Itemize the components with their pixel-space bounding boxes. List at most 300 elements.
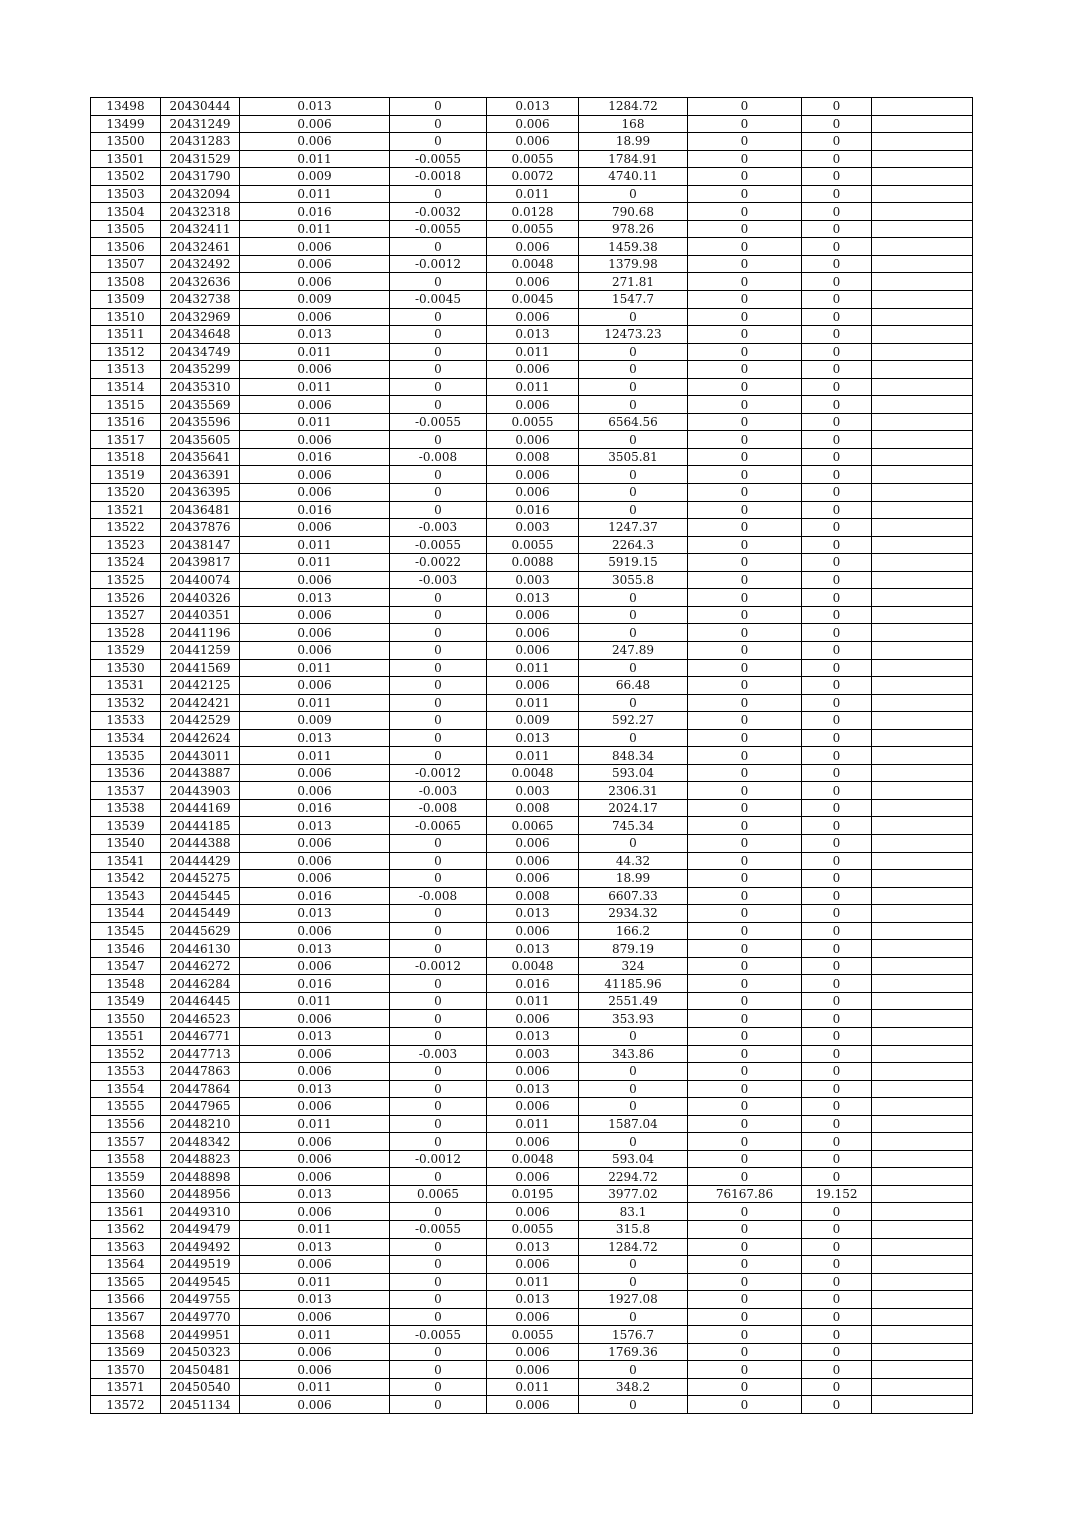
blank-cell <box>872 659 973 677</box>
account-number-cell: 20445445 <box>161 887 240 905</box>
amount-cell: 271.81 <box>579 273 688 291</box>
blank-cell <box>872 747 973 765</box>
rate-cell: 0.016 <box>240 975 390 993</box>
secondary-amount-cell: 0 <box>688 834 802 852</box>
rate-cell: 0.006 <box>240 308 390 326</box>
secondary-amount-cell: 0 <box>688 396 802 414</box>
amount-cell: 0 <box>579 1361 688 1379</box>
net-rate-cell: 0.0048 <box>487 1150 579 1168</box>
amount-cell: 0 <box>579 361 688 379</box>
table-row <box>91 1256 973 1274</box>
record-id-cell: 13565 <box>91 1273 161 1291</box>
account-number-cell: 20432318 <box>161 203 240 221</box>
record-id-cell: 13523 <box>91 536 161 554</box>
blank-cell <box>872 677 973 695</box>
table-row <box>91 273 973 291</box>
record-id-cell: 13553 <box>91 1063 161 1081</box>
rate-cell: 0.006 <box>240 641 390 659</box>
adjustment-cell: 0 <box>390 238 487 256</box>
rate-cell: 0.006 <box>240 1396 390 1414</box>
table-row <box>91 817 973 835</box>
table-row <box>91 659 973 677</box>
secondary-rate-cell: 0 <box>802 589 872 607</box>
net-rate-cell: 0.006 <box>487 624 579 642</box>
secondary-rate-cell: 0 <box>802 150 872 168</box>
record-id-cell: 13571 <box>91 1378 161 1396</box>
secondary-rate-cell: 0 <box>802 185 872 203</box>
account-number-cell: 20436481 <box>161 501 240 519</box>
secondary-amount-cell: 0 <box>688 1098 802 1116</box>
secondary-rate-cell: 0 <box>802 1326 872 1344</box>
table-row <box>91 606 973 624</box>
rate-cell: 0.013 <box>240 729 390 747</box>
secondary-rate-cell: 0 <box>802 343 872 361</box>
amount-cell: 848.34 <box>579 747 688 765</box>
amount-cell: 978.26 <box>579 220 688 238</box>
amount-cell: 0 <box>579 431 688 449</box>
secondary-rate-cell: 0 <box>802 1080 872 1098</box>
adjustment-cell: -0.0012 <box>390 764 487 782</box>
net-rate-cell: 0.006 <box>487 1361 579 1379</box>
record-id-cell: 13509 <box>91 291 161 309</box>
amount-cell: 0 <box>579 1027 688 1045</box>
blank-cell <box>872 448 973 466</box>
record-id-cell: 13560 <box>91 1185 161 1203</box>
rate-cell: 0.013 <box>240 1185 390 1203</box>
amount-cell: 18.99 <box>579 133 688 151</box>
secondary-rate-cell: 0 <box>802 326 872 344</box>
record-id-cell: 13512 <box>91 343 161 361</box>
amount-cell: 0 <box>579 1396 688 1414</box>
record-id-cell: 13542 <box>91 870 161 888</box>
secondary-amount-cell: 0 <box>688 554 802 572</box>
rate-cell: 0.006 <box>240 1203 390 1221</box>
account-number-cell: 20430444 <box>161 98 240 116</box>
record-id-cell: 13522 <box>91 519 161 537</box>
amount-cell: 324 <box>579 957 688 975</box>
net-rate-cell: 0.011 <box>487 1273 579 1291</box>
adjustment-cell: 0 <box>390 185 487 203</box>
table-row <box>91 98 973 116</box>
table-row <box>91 203 973 221</box>
table-row <box>91 694 973 712</box>
table-row <box>91 1098 973 1116</box>
record-id-cell: 13502 <box>91 168 161 186</box>
secondary-amount-cell: 0 <box>688 975 802 993</box>
secondary-rate-cell: 0 <box>802 782 872 800</box>
net-rate-cell: 0.011 <box>487 992 579 1010</box>
secondary-amount-cell: 0 <box>688 1273 802 1291</box>
account-number-cell: 20432411 <box>161 220 240 238</box>
blank-cell <box>872 1080 973 1098</box>
secondary-amount-cell: 0 <box>688 519 802 537</box>
account-number-cell: 20444388 <box>161 834 240 852</box>
blank-cell <box>872 1273 973 1291</box>
net-rate-cell: 0.006 <box>487 238 579 256</box>
record-id-cell: 13570 <box>91 1361 161 1379</box>
account-number-cell: 20448823 <box>161 1150 240 1168</box>
secondary-rate-cell: 0 <box>802 1308 872 1326</box>
blank-cell <box>872 1256 973 1274</box>
table-row <box>91 729 973 747</box>
net-rate-cell: 0.006 <box>487 834 579 852</box>
rate-cell: 0.006 <box>240 870 390 888</box>
blank-cell <box>872 466 973 484</box>
blank-cell <box>872 1221 973 1239</box>
adjustment-cell: 0.0065 <box>390 1185 487 1203</box>
table-row <box>91 1150 973 1168</box>
adjustment-cell: 0 <box>390 1133 487 1151</box>
record-id-cell: 13561 <box>91 1203 161 1221</box>
account-number-cell: 20445275 <box>161 870 240 888</box>
table-row <box>91 1133 973 1151</box>
net-rate-cell: 0.008 <box>487 799 579 817</box>
blank-cell <box>872 712 973 730</box>
table-row <box>91 220 973 238</box>
record-id-cell: 13519 <box>91 466 161 484</box>
secondary-rate-cell: 0 <box>802 1221 872 1239</box>
amount-cell: 2306.31 <box>579 782 688 800</box>
record-id-cell: 13532 <box>91 694 161 712</box>
net-rate-cell: 0.003 <box>487 782 579 800</box>
blank-cell <box>872 1308 973 1326</box>
secondary-amount-cell: 0 <box>688 185 802 203</box>
amount-cell: 315.8 <box>579 1221 688 1239</box>
secondary-rate-cell: 19.152 <box>802 1185 872 1203</box>
rate-cell: 0.011 <box>240 1115 390 1133</box>
net-rate-cell: 0.0048 <box>487 957 579 975</box>
record-id-cell: 13540 <box>91 834 161 852</box>
net-rate-cell: 0.006 <box>487 431 579 449</box>
adjustment-cell: 0 <box>390 694 487 712</box>
secondary-rate-cell: 0 <box>802 1361 872 1379</box>
amount-cell: 0 <box>579 501 688 519</box>
table-row <box>91 1221 973 1239</box>
amount-cell: 5919.15 <box>579 554 688 572</box>
table-row <box>91 343 973 361</box>
amount-cell: 745.34 <box>579 817 688 835</box>
secondary-rate-cell: 0 <box>802 308 872 326</box>
account-number-cell: 20435596 <box>161 413 240 431</box>
table-row <box>91 1308 973 1326</box>
net-rate-cell: 0.006 <box>487 1063 579 1081</box>
account-number-cell: 20432492 <box>161 255 240 273</box>
amount-cell: 0 <box>579 466 688 484</box>
net-rate-cell: 0.008 <box>487 448 579 466</box>
table-row <box>91 1396 973 1414</box>
amount-cell: 247.89 <box>579 641 688 659</box>
record-id-cell: 13513 <box>91 361 161 379</box>
account-number-cell: 20436395 <box>161 484 240 502</box>
amount-cell: 0 <box>579 1308 688 1326</box>
rate-cell: 0.011 <box>240 413 390 431</box>
secondary-amount-cell: 0 <box>688 133 802 151</box>
table-row <box>91 413 973 431</box>
blank-cell <box>872 1396 973 1414</box>
rate-cell: 0.013 <box>240 1080 390 1098</box>
net-rate-cell: 0.011 <box>487 378 579 396</box>
blank-cell <box>872 255 973 273</box>
secondary-amount-cell: 0 <box>688 484 802 502</box>
table-row <box>91 1185 973 1203</box>
record-id-cell: 13507 <box>91 255 161 273</box>
table-row <box>91 361 973 379</box>
rate-cell: 0.006 <box>240 115 390 133</box>
blank-cell <box>872 115 973 133</box>
record-id-cell: 13500 <box>91 133 161 151</box>
secondary-amount-cell: 0 <box>688 273 802 291</box>
net-rate-cell: 0.006 <box>487 133 579 151</box>
adjustment-cell: -0.0055 <box>390 150 487 168</box>
record-id-cell: 13508 <box>91 273 161 291</box>
amount-cell: 1284.72 <box>579 1238 688 1256</box>
adjustment-cell: 0 <box>390 852 487 870</box>
account-number-cell: 20435569 <box>161 396 240 414</box>
blank-cell <box>872 887 973 905</box>
secondary-amount-cell: 0 <box>688 887 802 905</box>
account-number-cell: 20441196 <box>161 624 240 642</box>
secondary-amount-cell: 0 <box>688 1396 802 1414</box>
secondary-rate-cell: 0 <box>802 729 872 747</box>
net-rate-cell: 0.006 <box>487 1396 579 1414</box>
record-id-cell: 13530 <box>91 659 161 677</box>
secondary-rate-cell: 0 <box>802 203 872 221</box>
adjustment-cell: 0 <box>390 115 487 133</box>
adjustment-cell: 0 <box>390 712 487 730</box>
secondary-amount-cell: 0 <box>688 308 802 326</box>
amount-cell: 0 <box>579 185 688 203</box>
secondary-rate-cell: 0 <box>802 922 872 940</box>
net-rate-cell: 0.013 <box>487 905 579 923</box>
adjustment-cell: -0.003 <box>390 571 487 589</box>
adjustment-cell: -0.008 <box>390 799 487 817</box>
table-row <box>91 887 973 905</box>
table-row <box>91 1238 973 1256</box>
record-id-cell: 13548 <box>91 975 161 993</box>
record-id-cell: 13557 <box>91 1133 161 1151</box>
record-id-cell: 13556 <box>91 1115 161 1133</box>
blank-cell <box>872 589 973 607</box>
adjustment-cell: 0 <box>390 677 487 695</box>
account-number-cell: 20435310 <box>161 378 240 396</box>
account-number-cell: 20446130 <box>161 940 240 958</box>
amount-cell: 1769.36 <box>579 1343 688 1361</box>
net-rate-cell: 0.016 <box>487 975 579 993</box>
table-row <box>91 712 973 730</box>
rate-cell: 0.006 <box>240 133 390 151</box>
blank-cell <box>872 940 973 958</box>
account-number-cell: 20435641 <box>161 448 240 466</box>
rate-cell: 0.011 <box>240 343 390 361</box>
secondary-rate-cell: 0 <box>802 957 872 975</box>
adjustment-cell: 0 <box>390 133 487 151</box>
rate-cell: 0.006 <box>240 1063 390 1081</box>
account-number-cell: 20432969 <box>161 308 240 326</box>
net-rate-cell: 0.0048 <box>487 764 579 782</box>
rate-cell: 0.006 <box>240 431 390 449</box>
rate-cell: 0.006 <box>240 1150 390 1168</box>
account-number-cell: 20446523 <box>161 1010 240 1028</box>
record-id-cell: 13559 <box>91 1168 161 1186</box>
secondary-amount-cell: 0 <box>688 448 802 466</box>
adjustment-cell: 0 <box>390 659 487 677</box>
account-number-cell: 20449519 <box>161 1256 240 1274</box>
rate-cell: 0.006 <box>240 834 390 852</box>
table-row <box>91 975 973 993</box>
secondary-amount-cell: 0 <box>688 220 802 238</box>
rate-cell: 0.011 <box>240 1221 390 1239</box>
rate-cell: 0.016 <box>240 448 390 466</box>
net-rate-cell: 0.0055 <box>487 536 579 554</box>
blank-cell <box>872 799 973 817</box>
net-rate-cell: 0.011 <box>487 659 579 677</box>
table-row <box>91 677 973 695</box>
account-number-cell: 20440074 <box>161 571 240 589</box>
amount-cell: 879.19 <box>579 940 688 958</box>
blank-cell <box>872 378 973 396</box>
rate-cell: 0.006 <box>240 238 390 256</box>
adjustment-cell: 0 <box>390 396 487 414</box>
rate-cell: 0.011 <box>240 185 390 203</box>
secondary-amount-cell: 0 <box>688 536 802 554</box>
record-id-cell: 13506 <box>91 238 161 256</box>
table-row <box>91 1361 973 1379</box>
adjustment-cell: 0 <box>390 378 487 396</box>
secondary-rate-cell: 0 <box>802 1203 872 1221</box>
amount-cell: 1247.37 <box>579 519 688 537</box>
rate-cell: 0.009 <box>240 291 390 309</box>
net-rate-cell: 0.0072 <box>487 168 579 186</box>
table-row <box>91 378 973 396</box>
net-rate-cell: 0.006 <box>487 641 579 659</box>
amount-cell: 0 <box>579 1080 688 1098</box>
secondary-rate-cell: 0 <box>802 870 872 888</box>
adjustment-cell: 0 <box>390 834 487 852</box>
record-id-cell: 13555 <box>91 1098 161 1116</box>
secondary-amount-cell: 0 <box>688 1027 802 1045</box>
table-row <box>91 554 973 572</box>
table-row <box>91 150 973 168</box>
amount-cell: 1284.72 <box>579 98 688 116</box>
net-rate-cell: 0.006 <box>487 1203 579 1221</box>
account-number-cell: 20446771 <box>161 1027 240 1045</box>
secondary-rate-cell: 0 <box>802 255 872 273</box>
net-rate-cell: 0.011 <box>487 694 579 712</box>
amount-cell: 6607.33 <box>579 887 688 905</box>
rate-cell: 0.006 <box>240 484 390 502</box>
record-id-cell: 13504 <box>91 203 161 221</box>
blank-cell <box>872 238 973 256</box>
secondary-amount-cell: 0 <box>688 1203 802 1221</box>
secondary-rate-cell: 0 <box>802 1396 872 1414</box>
amount-cell: 0 <box>579 606 688 624</box>
account-number-cell: 20451134 <box>161 1396 240 1414</box>
amount-cell: 166.2 <box>579 922 688 940</box>
account-number-cell: 20434648 <box>161 326 240 344</box>
account-number-cell: 20448956 <box>161 1185 240 1203</box>
rate-cell: 0.006 <box>240 1308 390 1326</box>
record-id-cell: 13527 <box>91 606 161 624</box>
table-row <box>91 1168 973 1186</box>
account-number-cell: 20435299 <box>161 361 240 379</box>
net-rate-cell: 0.011 <box>487 747 579 765</box>
adjustment-cell: 0 <box>390 501 487 519</box>
table-row <box>91 852 973 870</box>
account-number-cell: 20431529 <box>161 150 240 168</box>
amount-cell: 0 <box>579 589 688 607</box>
account-number-cell: 20443011 <box>161 747 240 765</box>
blank-cell <box>872 729 973 747</box>
account-number-cell: 20448342 <box>161 1133 240 1151</box>
amount-cell: 0 <box>579 484 688 502</box>
secondary-rate-cell: 0 <box>802 1027 872 1045</box>
blank-cell <box>872 1063 973 1081</box>
rate-cell: 0.013 <box>240 940 390 958</box>
table-row <box>91 589 973 607</box>
amount-cell: 0 <box>579 1256 688 1274</box>
account-number-cell: 20441259 <box>161 641 240 659</box>
table-row <box>91 957 973 975</box>
amount-cell: 1459.38 <box>579 238 688 256</box>
rate-cell: 0.006 <box>240 1256 390 1274</box>
secondary-amount-cell: 0 <box>688 378 802 396</box>
account-number-cell: 20443903 <box>161 782 240 800</box>
secondary-rate-cell: 0 <box>802 852 872 870</box>
record-id-cell: 13562 <box>91 1221 161 1239</box>
net-rate-cell: 0.013 <box>487 729 579 747</box>
rate-cell: 0.011 <box>240 150 390 168</box>
secondary-rate-cell: 0 <box>802 1010 872 1028</box>
account-number-cell: 20437876 <box>161 519 240 537</box>
secondary-rate-cell: 0 <box>802 992 872 1010</box>
table-row <box>91 1063 973 1081</box>
secondary-amount-cell: 0 <box>688 606 802 624</box>
secondary-rate-cell: 0 <box>802 1098 872 1116</box>
account-number-cell: 20446445 <box>161 992 240 1010</box>
secondary-amount-cell: 0 <box>688 1238 802 1256</box>
account-number-cell: 20442624 <box>161 729 240 747</box>
adjustment-cell: -0.0012 <box>390 957 487 975</box>
rate-cell: 0.011 <box>240 659 390 677</box>
secondary-rate-cell: 0 <box>802 1273 872 1291</box>
rate-cell: 0.009 <box>240 712 390 730</box>
secondary-rate-cell: 0 <box>802 1063 872 1081</box>
adjustment-cell: 0 <box>390 1273 487 1291</box>
record-id-cell: 13528 <box>91 624 161 642</box>
table-row <box>91 308 973 326</box>
net-rate-cell: 0.013 <box>487 326 579 344</box>
account-number-cell: 20443887 <box>161 764 240 782</box>
record-id-cell: 13535 <box>91 747 161 765</box>
net-rate-cell: 0.006 <box>487 1343 579 1361</box>
secondary-rate-cell: 0 <box>802 764 872 782</box>
amount-cell: 0 <box>579 1133 688 1151</box>
secondary-amount-cell: 0 <box>688 870 802 888</box>
adjustment-cell: 0 <box>390 729 487 747</box>
secondary-rate-cell: 0 <box>802 98 872 116</box>
account-number-cell: 20440326 <box>161 589 240 607</box>
table-row <box>91 1203 973 1221</box>
secondary-rate-cell: 0 <box>802 115 872 133</box>
blank-cell <box>872 852 973 870</box>
rate-cell: 0.006 <box>240 1098 390 1116</box>
table-row <box>91 168 973 186</box>
record-id-cell: 13499 <box>91 115 161 133</box>
net-rate-cell: 0.006 <box>487 484 579 502</box>
account-number-cell: 20445449 <box>161 905 240 923</box>
record-id-cell: 13566 <box>91 1291 161 1309</box>
secondary-amount-cell: 0 <box>688 1378 802 1396</box>
